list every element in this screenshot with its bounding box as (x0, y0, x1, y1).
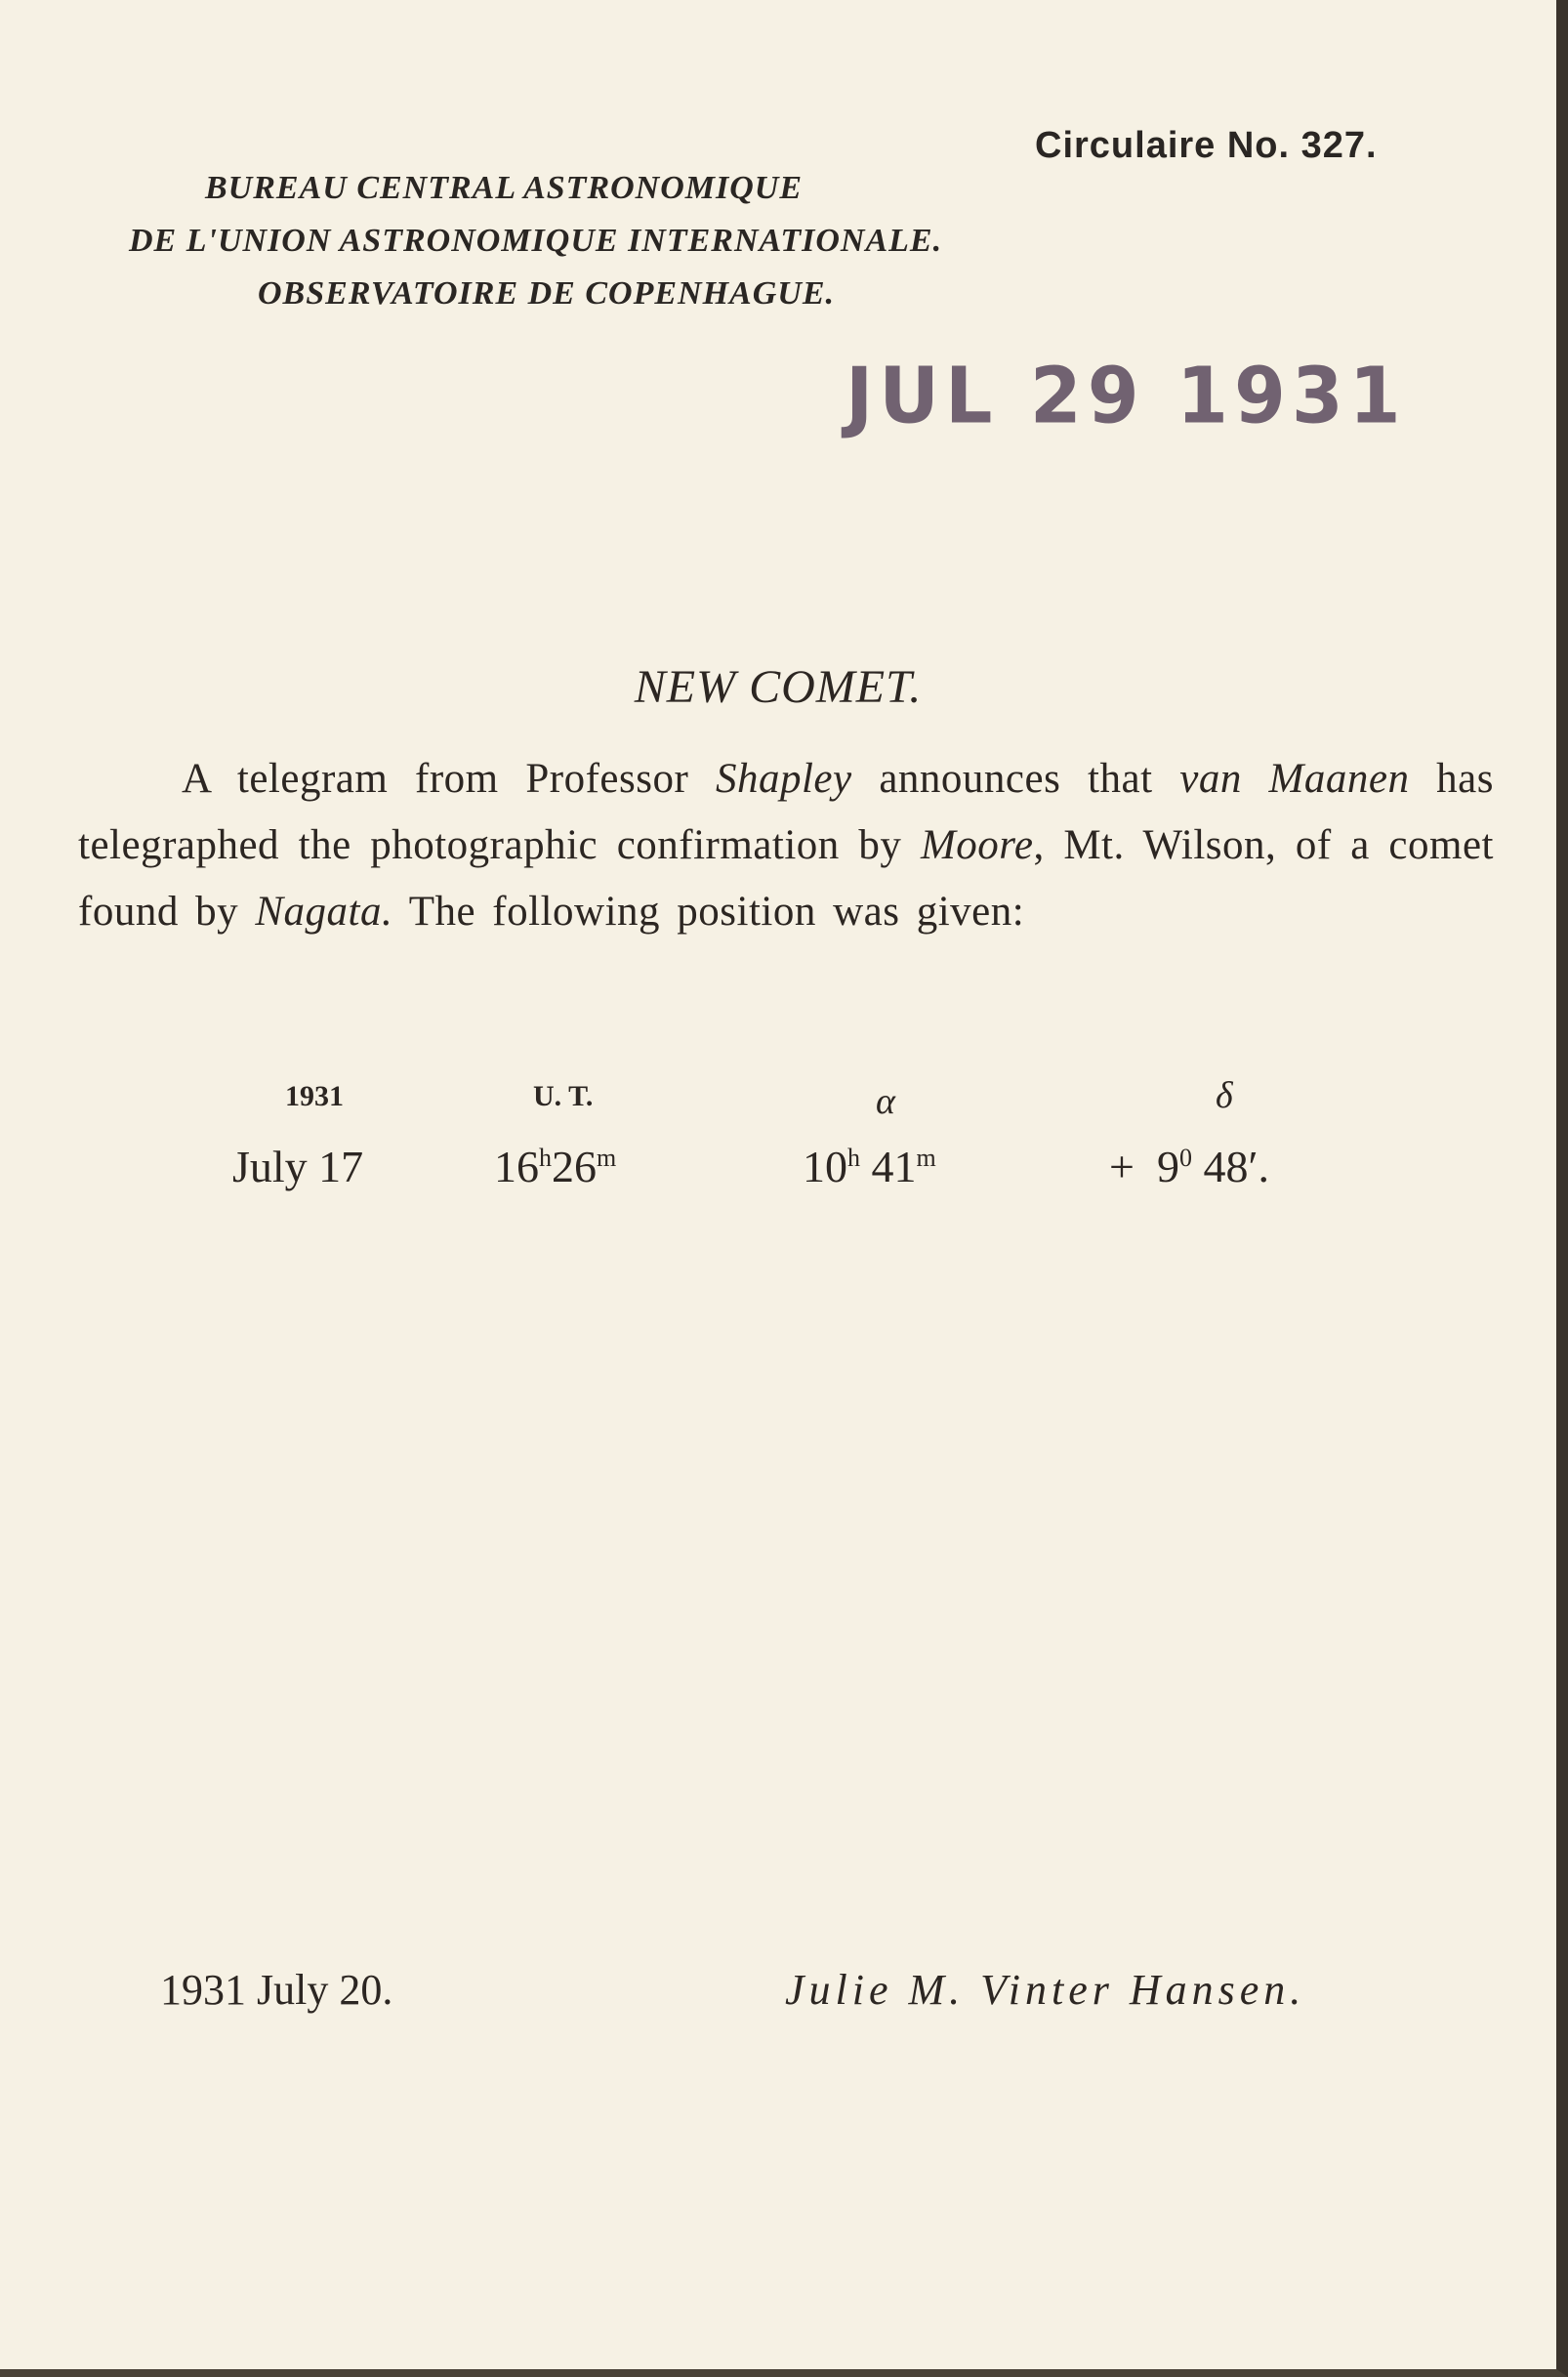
body-text: has telegraphed the photographic confirmation by (78, 756, 1494, 868)
name-shapley: Shapley (715, 756, 852, 802)
header-ut: U. T. (533, 1080, 594, 1112)
obs-time: 16$^h$26$^m$ (494, 1142, 617, 1191)
header-delta: δ (1216, 1075, 1233, 1116)
body-text: , Mt. Wilson, of a comet found by (78, 822, 1494, 935)
name-moore: Moore (920, 822, 1034, 868)
circular-number: Circulaire No. 327. (1035, 125, 1378, 166)
received-date-stamp: JUL 29 1931 (846, 349, 1407, 441)
header-year: 1931 (285, 1080, 344, 1112)
right-ascension: 10$^h$ 41$^m$ (803, 1142, 936, 1191)
header-alpha: α (876, 1081, 895, 1122)
signature: Julie M. Vinter Hansen. (785, 1966, 1306, 2014)
bureau-line-2: DE L'UNION ASTRONOMIQUE INTERNATIONALE. (129, 223, 943, 259)
circular-title: NEW COMET. (634, 661, 923, 713)
name-van-maanen: van Maanen (1179, 756, 1410, 802)
announcement-paragraph (78, 746, 1494, 945)
body-text: announces that (879, 756, 1153, 802)
body-text: A telegram from Professor (182, 756, 689, 802)
issue-date: 1931 July 20. (160, 1966, 393, 2014)
bureau-line-3: OBSERVATOIRE DE COPENHAGUE. (258, 275, 836, 312)
obs-date: July 17 (232, 1142, 364, 1191)
name-nagata: Nagata. (255, 889, 393, 935)
declination: + $9^0$ 48′. (1109, 1142, 1270, 1191)
body-text: The following position was given: (408, 889, 1025, 935)
bureau-line-1: BUREAU CENTRAL ASTRONOMIQUE (205, 170, 804, 206)
